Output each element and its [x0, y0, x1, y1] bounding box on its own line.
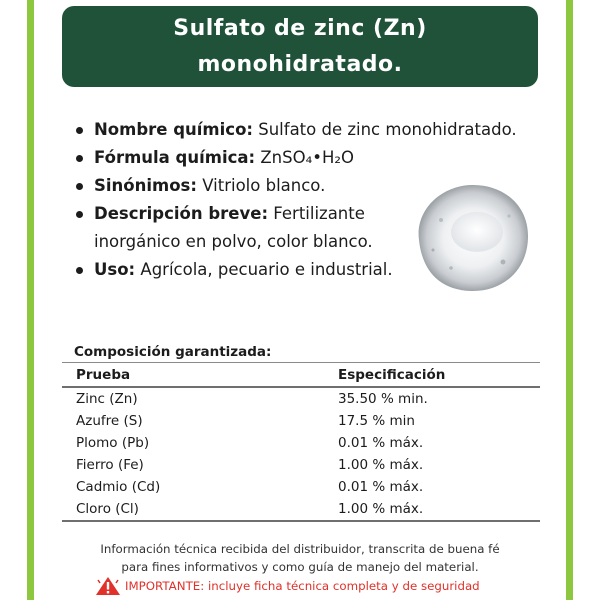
alert-triangle-icon	[95, 576, 121, 596]
property-value: ZnSO₄•H₂O	[255, 148, 354, 167]
cell-test: Plomo (Pb)	[76, 435, 150, 451]
cell-specification: 1.00 % máx.	[338, 501, 424, 517]
table-row	[62, 476, 540, 498]
cell-test: Cloro (Cl)	[76, 501, 139, 517]
property-value: Agrícola, pecuario e industrial.	[135, 260, 393, 279]
table-row	[62, 388, 540, 410]
composition-title: Composición garantizada:	[74, 344, 272, 360]
cell-test: Fierro (Fe)	[76, 457, 144, 473]
title-banner	[62, 6, 538, 87]
important-warning	[95, 576, 515, 596]
cell-specification: 17.5 % min	[338, 413, 415, 429]
property-description	[72, 200, 394, 256]
property-value: Sulfato de zinc monohidratado.	[253, 120, 517, 139]
table-row	[62, 454, 540, 476]
title-line-2: monohidratado.	[197, 51, 403, 77]
table-header-rule	[62, 386, 540, 388]
right-border-bar	[566, 0, 573, 600]
property-label: Nombre químico:	[94, 120, 253, 139]
property-value: Vitriolo blanco.	[196, 176, 326, 195]
property-label: Uso:	[94, 260, 136, 279]
cell-test: Zinc (Zn)	[76, 391, 138, 407]
header-specification: Especificación	[338, 367, 446, 383]
property-value: Fertilizante inorgánico en polvo, color blanco.	[94, 204, 373, 251]
cell-test: Cadmio (Cd)	[76, 479, 161, 495]
property-chemical-name	[72, 116, 552, 144]
left-border-bar	[27, 0, 34, 600]
zinc-sulfate-powder-image	[411, 180, 531, 295]
cell-test: Azufre (S)	[76, 413, 143, 429]
cell-specification: 35.50 % min.	[338, 391, 428, 407]
composition-table	[62, 364, 540, 522]
table-row	[62, 410, 540, 432]
note-line-2: para fines informativos y como guía de manejo del material.	[121, 560, 479, 574]
table-row	[62, 498, 540, 520]
table-row	[62, 432, 540, 454]
property-use	[72, 256, 394, 284]
cell-specification: 0.01 % máx.	[338, 479, 424, 495]
header-test: Prueba	[76, 367, 131, 383]
cell-specification: 1.00 % máx.	[338, 457, 424, 473]
distributor-note	[62, 540, 538, 576]
property-label: Sinónimos:	[94, 176, 197, 195]
warning-text: IMPORTANTE: incluye ficha técnica completa y de seguridad	[125, 579, 480, 593]
property-label: Fórmula química:	[94, 148, 256, 167]
title-line-1: Sulfato de zinc (Zn)	[173, 15, 427, 41]
table-top-rule	[62, 362, 540, 363]
table-header-row	[62, 364, 540, 386]
property-formula	[72, 144, 552, 172]
note-line-1: Información técnica recibida del distribuidor, transcrita de buena fé	[100, 542, 500, 556]
cell-specification: 0.01 % máx.	[338, 435, 424, 451]
property-label: Descripción breve:	[94, 204, 269, 223]
table-bottom-rule	[62, 520, 540, 522]
